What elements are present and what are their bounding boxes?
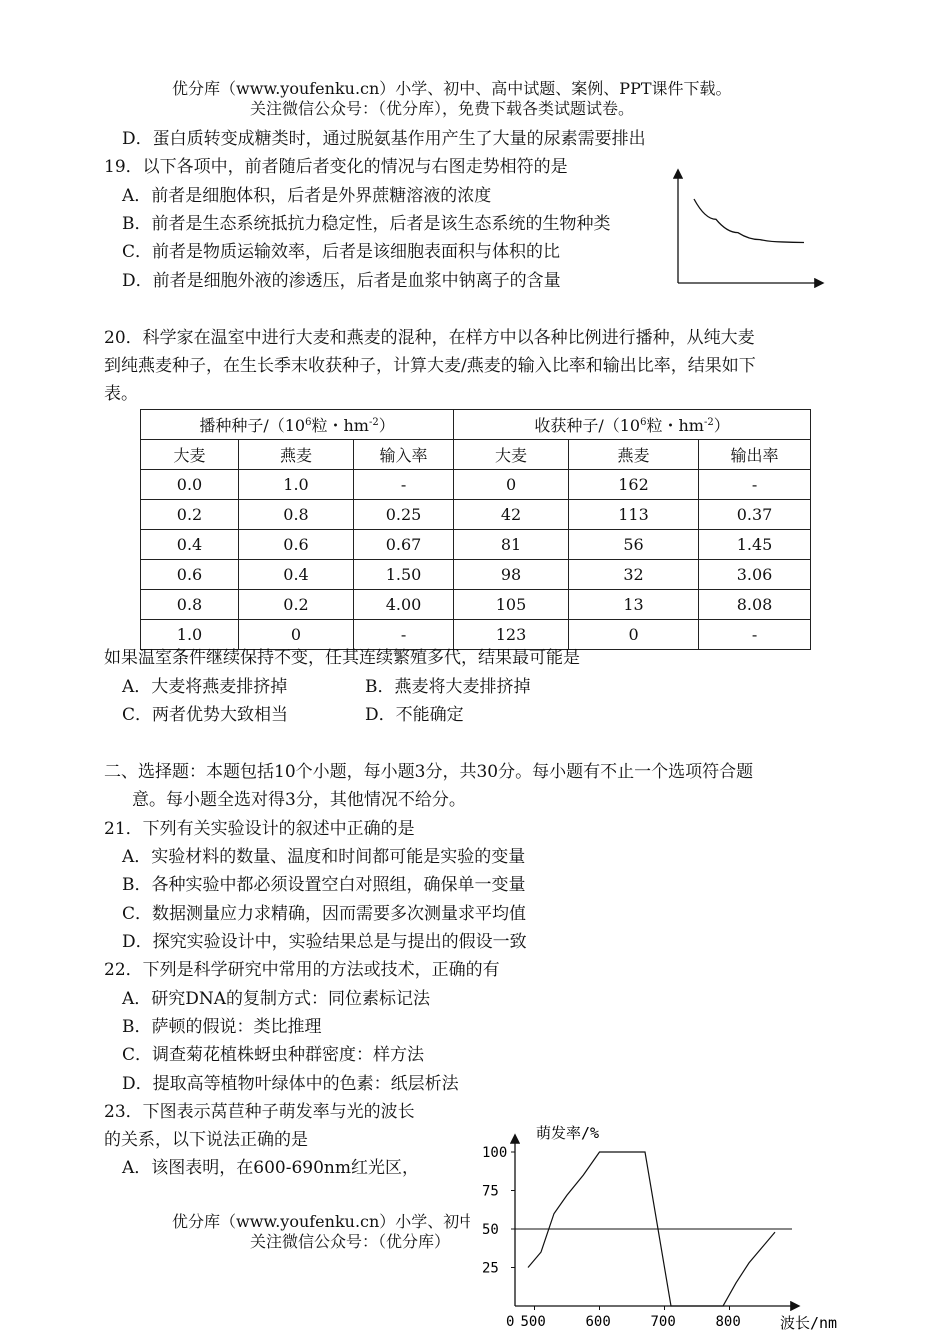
q19-option-d: D．前者是细胞外液的渗透压，后者是血浆中钠离子的含量: [122, 271, 561, 291]
table-row: [141, 530, 811, 560]
q22-option-a: A．研究DNA的复制方式：同位素标记法: [122, 989, 431, 1009]
table-cell: 3.06: [699, 560, 811, 590]
q20-question: 如果温室条件继续保持不变，任其连续繁殖多代，结果最可能是: [104, 648, 580, 668]
q23-option-a: A．该图表明，在600-690nm红光区，: [122, 1158, 419, 1178]
table-cell: 13: [569, 590, 699, 620]
y-tick-label: 25: [482, 1260, 499, 1277]
table-row: [141, 470, 811, 500]
table-cell: 1.50: [354, 560, 454, 590]
col-header: 输入率: [354, 440, 454, 470]
q20-stem-2: 到纯燕麦种子，在生长季末收获种子，计算大麦/燕麦的输入比率和输出比率，结果如下: [104, 356, 756, 376]
sow-group-header: 播种种子$/(10^6$粒・$hm^{-2}$）: [141, 410, 454, 440]
q18-option-d: D．蛋白质转变成糖类时，通过脱氨基作用产生了大量的尿素需要排出: [122, 129, 646, 149]
table-group-header-row: [141, 410, 811, 440]
table-cell: -: [699, 470, 811, 500]
x-axis-label: 波长/nm: [780, 1314, 838, 1332]
table-cell: 105: [454, 590, 569, 620]
table-row: [141, 560, 811, 590]
footer-line-2: 关注微信公众号：（优分库）: [250, 1232, 451, 1251]
table-cell: 0.25: [354, 500, 454, 530]
origin-label: 0: [506, 1314, 515, 1330]
q22-option-c: C．调查菊花植株蚜虫种群密度：样方法: [122, 1045, 425, 1065]
q19-trend-chart: [668, 165, 828, 290]
table-cell: 8.08: [699, 590, 811, 620]
table-cell: 0.37: [699, 500, 811, 530]
q19-option-b: B．前者是生态系统抵抗力稳定性，后者是该生态系统的生物种类: [122, 214, 611, 234]
table-cell: 0.6: [141, 560, 239, 590]
table-cell: -: [354, 470, 454, 500]
table-cell: 0.0: [141, 470, 239, 500]
header-line-1: 优分库（www.youfenku.cn）小学、初中、高中试题、案例、PPT课件下载。: [172, 79, 732, 98]
table-cell: 0.2: [141, 500, 239, 530]
table-cell: 98: [454, 560, 569, 590]
table-cell: 1.0: [141, 620, 239, 650]
q22-stem: 22．下列是科学研究中常用的方法或技术，正确的有: [104, 960, 500, 980]
table-cell: 0.2: [239, 590, 354, 620]
q19-stem: 19．以下各项中，前者随后者变化的情况与右图走势相符的是: [104, 157, 568, 177]
table-cell: 0.8: [141, 590, 239, 620]
harvest-group-header: 收获种子$/(10^6$粒・$hm^{-2}$）: [454, 410, 811, 440]
q22-option-b: B．萨顿的假说：类比推理: [122, 1017, 322, 1037]
table-cell: 0: [569, 620, 699, 650]
section2-instruction-2: 意。每小题全选对得3分，其他情况不给分。: [132, 790, 466, 810]
q19-option-c: C．前者是物质运输效率，后者是该细胞表面积与体积的比: [122, 242, 561, 262]
q19-option-a: A．前者是细胞体积，后者是外界蔗糖溶液的浓度: [122, 186, 492, 206]
table-cell: -: [354, 620, 454, 650]
q20-option-d: D．不能确定: [365, 705, 464, 725]
q19-curve: [694, 199, 804, 243]
table-cell: 0.4: [141, 530, 239, 560]
q21-option-c: C．数据测量应力求精确，因而需要多次测量求平均值: [122, 904, 527, 924]
col-header: 输出率: [699, 440, 811, 470]
col-header: 大麦: [454, 440, 569, 470]
y-tick-label: 100: [482, 1145, 508, 1161]
table-cell: 0.67: [354, 530, 454, 560]
x-tick-label: 500: [520, 1314, 546, 1330]
x-tick-label: 800: [715, 1314, 741, 1330]
y-tick-label: 75: [482, 1183, 499, 1200]
q21-option-d: D．探究实验设计中，实验结果总是与提出的假设一致: [122, 932, 527, 952]
q23-stem-2: 的关系，以下说法正确的是: [104, 1130, 308, 1150]
table-cell: 0: [454, 470, 569, 500]
q21-option-b: B．各种实验中都必须设置空白对照组，确保单一变量: [122, 875, 526, 895]
q20-stem-1: 20．科学家在温室中进行大麦和燕麦的混种，在样方中以各种比例进行播种，从纯大麦: [104, 328, 755, 348]
section2-instruction-1: 二、选择题：本题包括10个小题，每小题3分，共30分。每小题有不止一个选项符合题: [104, 762, 754, 782]
table-cell: 56: [569, 530, 699, 560]
col-header: 燕麦: [239, 440, 354, 470]
table-row: [141, 500, 811, 530]
q20-option-a: A．大麦将燕麦排挤掉: [122, 677, 288, 697]
table-column-header-row: [141, 440, 811, 470]
table-cell: 42: [454, 500, 569, 530]
table-row: [141, 620, 811, 650]
q20-option-b: B．燕麦将大麦排挤掉: [365, 677, 531, 697]
q20-stem-3: 表。: [104, 384, 138, 404]
q23-germination-chart: [470, 1120, 850, 1342]
x-tick-label: 600: [585, 1314, 611, 1330]
table-cell: 81: [454, 530, 569, 560]
table-cell: 113: [569, 500, 699, 530]
y-axis-label: 萌发率/%: [536, 1124, 600, 1142]
q20-data-table: [140, 409, 811, 650]
table-cell: 1.45: [699, 530, 811, 560]
header-line-2: 关注微信公众号：（优分库），免费下载各类试题试卷。: [250, 99, 635, 118]
col-header: 燕麦: [569, 440, 699, 470]
table-row: [141, 590, 811, 620]
q21-option-a: A．实验材料的数量、温度和时间都可能是实验的变量: [122, 847, 526, 867]
x-tick-label: 700: [650, 1314, 676, 1330]
q20-option-c: C．两者优势大致相当: [122, 705, 289, 725]
col-header: 大麦: [141, 440, 239, 470]
table-cell: 0.6: [239, 530, 354, 560]
table-cell: 4.00: [354, 590, 454, 620]
table-cell: -: [699, 620, 811, 650]
table-cell: 0: [239, 620, 354, 650]
footer-line-1: 优分库（www.youfenku.cn）小学、初中: [172, 1212, 476, 1231]
table-cell: 162: [569, 470, 699, 500]
q21-stem: 21．下列有关实验设计的叙述中正确的是: [104, 819, 415, 839]
table-cell: 32: [569, 560, 699, 590]
table-cell: 123: [454, 620, 569, 650]
table-cell: 0.4: [239, 560, 354, 590]
q23-stem-1: 23．下图表示莴苣种子萌发率与光的波长: [104, 1102, 415, 1122]
q22-option-d: D．提取高等植物叶绿体中的色素：纸层析法: [122, 1074, 459, 1094]
table-cell: 1.0: [239, 470, 354, 500]
table-cell: 0.8: [239, 500, 354, 530]
y-tick-label: 50: [482, 1222, 499, 1238]
